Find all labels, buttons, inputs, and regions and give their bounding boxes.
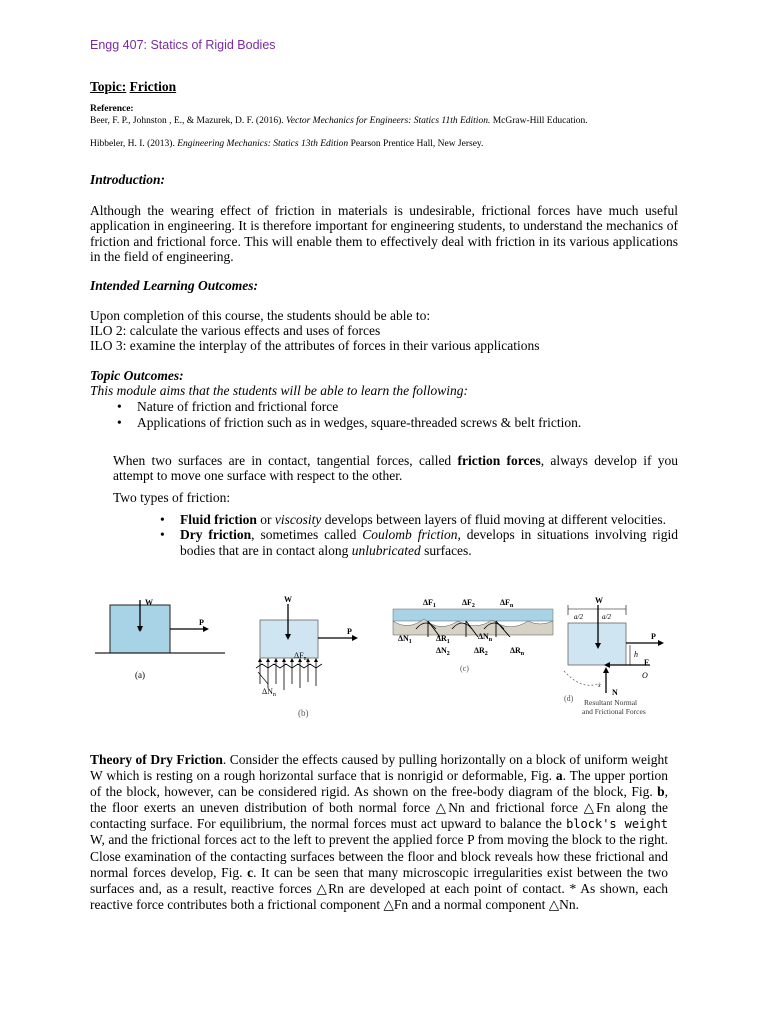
dimension-a-left: a/2 (574, 613, 583, 621)
weight-label: W (284, 595, 292, 604)
ilo-2: ILO 2: calculate the various effects and uses of forces (90, 323, 381, 338)
friction-increment-label: $\Delta F_n$ (294, 651, 307, 662)
pull-label: P (199, 618, 204, 627)
list-item: • Dry friction, sometimes called Coulomb friction, develops in situations involving rigid bodies that are in contact along unlubricated surfaces. (160, 527, 678, 558)
resultant-note-line2: and Frictional Forces (582, 707, 646, 716)
figure-d (562, 593, 682, 725)
figure-a-caption: (a) (135, 670, 145, 680)
c-reaction-n: $\Delta R_n$ (510, 646, 525, 657)
dimension-a-right: a/2 (602, 613, 611, 621)
offset-x-label: x (598, 683, 601, 689)
two-types-label: Two types of friction: (113, 490, 231, 505)
friction-types-list (160, 512, 678, 558)
weight-label: W (595, 596, 603, 605)
ilo-heading: Intended Learning Outcomes: (90, 278, 259, 293)
figure-d-caption: (d) (564, 694, 574, 703)
c-normal-1: $\Delta N_1$ (398, 634, 412, 645)
point-o-label: O (642, 671, 648, 680)
normal-label: N (612, 688, 618, 697)
c-friction-2: $\Delta F_2$ (462, 598, 475, 609)
friction-label: F (644, 658, 649, 667)
theory-paragraph: Theory of Dry Friction. Consider the effects caused by pulling horizontally on a block of uniform weight W which is resting on a rough horizontal surface that is nonrigid or deformable, Fig. a. The upper portion of the block, however, can be considered rigid. As shown on the free-body diagram of the block, Fig. b, the floor exerts an uneven distribution of both normal force △Nn and frictional force △Fn along the contacting surface. For equilibrium, the normal forces must act upward to balance the block's weight W, and the frictional forces act to the left to prevent the applied force P from moving the block to the right. Close examination of the contacting surfaces between the floor and block reveals how these frictional and normal forces develop, Fig. c. It can be seen that many microscopic irregularities exist between the two surfaces and, as a result, reactive forces △Rn are developed at each point of contact. * As shown, each reactive force contributes both a frictional component △Fn and a normal component △Nn. (90, 752, 669, 912)
ilo-3: ILO 3: examine the interplay of the attributes of forces in their various applications (90, 338, 540, 353)
topic-outcomes-intro: This module aims that the students will be able to learn the following: (90, 383, 468, 398)
c-friction-n: $\Delta F_n$ (500, 598, 514, 609)
topic-name: Friction (129, 79, 177, 94)
figure-c-caption: (c) (460, 664, 469, 673)
document-header: Engg 407: Statics of Rigid Bodies (90, 38, 276, 52)
c-normal-2: $\Delta N_2$ (436, 646, 450, 657)
topic-title (90, 79, 176, 95)
contact-paragraph: When two surfaces are in contact, tangential forces, called friction forces, always develop if you attempt to move one surface with respect to the other. (113, 453, 679, 484)
figure-c (388, 595, 560, 677)
figure-b-caption: (b) (298, 708, 309, 718)
topic-label: Topic: (90, 79, 127, 94)
reference-heading: Reference: (90, 104, 134, 114)
reference-entry-2: Hibbeler, H. I. (2013). Engineering Mechanics: Statics 13th Edition Pearson Prentice Hall, New Jersey. (90, 139, 484, 149)
normal-increment-label: $\Delta N_n$ (262, 687, 276, 698)
c-reaction-2: $\Delta R_2$ (474, 646, 488, 657)
figure-b (250, 592, 370, 722)
pull-label: P (347, 627, 352, 636)
introduction-heading: Introduction: (90, 172, 166, 187)
c-normal-n: $\Delta N_n$ (478, 632, 493, 643)
figure-a (95, 590, 235, 685)
list-item: • Nature of friction and frictional force (117, 399, 581, 415)
c-reaction-1: $\Delta R_1$ (436, 634, 450, 645)
pull-label: P (651, 632, 656, 641)
weight-label: W (145, 598, 153, 607)
list-item: • Fluid friction or viscosity develops between layers of fluid moving at different velocities. (160, 512, 678, 527)
center-dot (138, 627, 141, 630)
height-label: h (634, 650, 638, 659)
topic-outcomes-list (117, 399, 581, 431)
introduction-paragraph: Although the wearing effect of friction in materials is undesirable, frictional forces have much useful application in engineering. It is therefore important for engineering students, to understand the mechanics of friction and frictional force. This will enable them to effectively deal with friction in its various applications in the field of engineering. (90, 203, 678, 264)
ilo-intro: Upon completion of this course, the students should be able to: (90, 308, 431, 323)
c-friction-1: $\Delta F_1$ (423, 598, 436, 609)
resultant-note-line1: Resultant Normal (584, 698, 638, 707)
list-item: • Applications of friction such as in wedges, square-threaded screws & belt friction. (117, 415, 581, 431)
topic-outcomes-heading: Topic Outcomes: (90, 368, 184, 383)
reference-entry-1: Beer, F. P., Johnston , E., & Mazurek, D. F. (2016). Vector Mechanics for Engineers: Statics 11th Edition. McGraw-Hill Education. (90, 116, 588, 126)
